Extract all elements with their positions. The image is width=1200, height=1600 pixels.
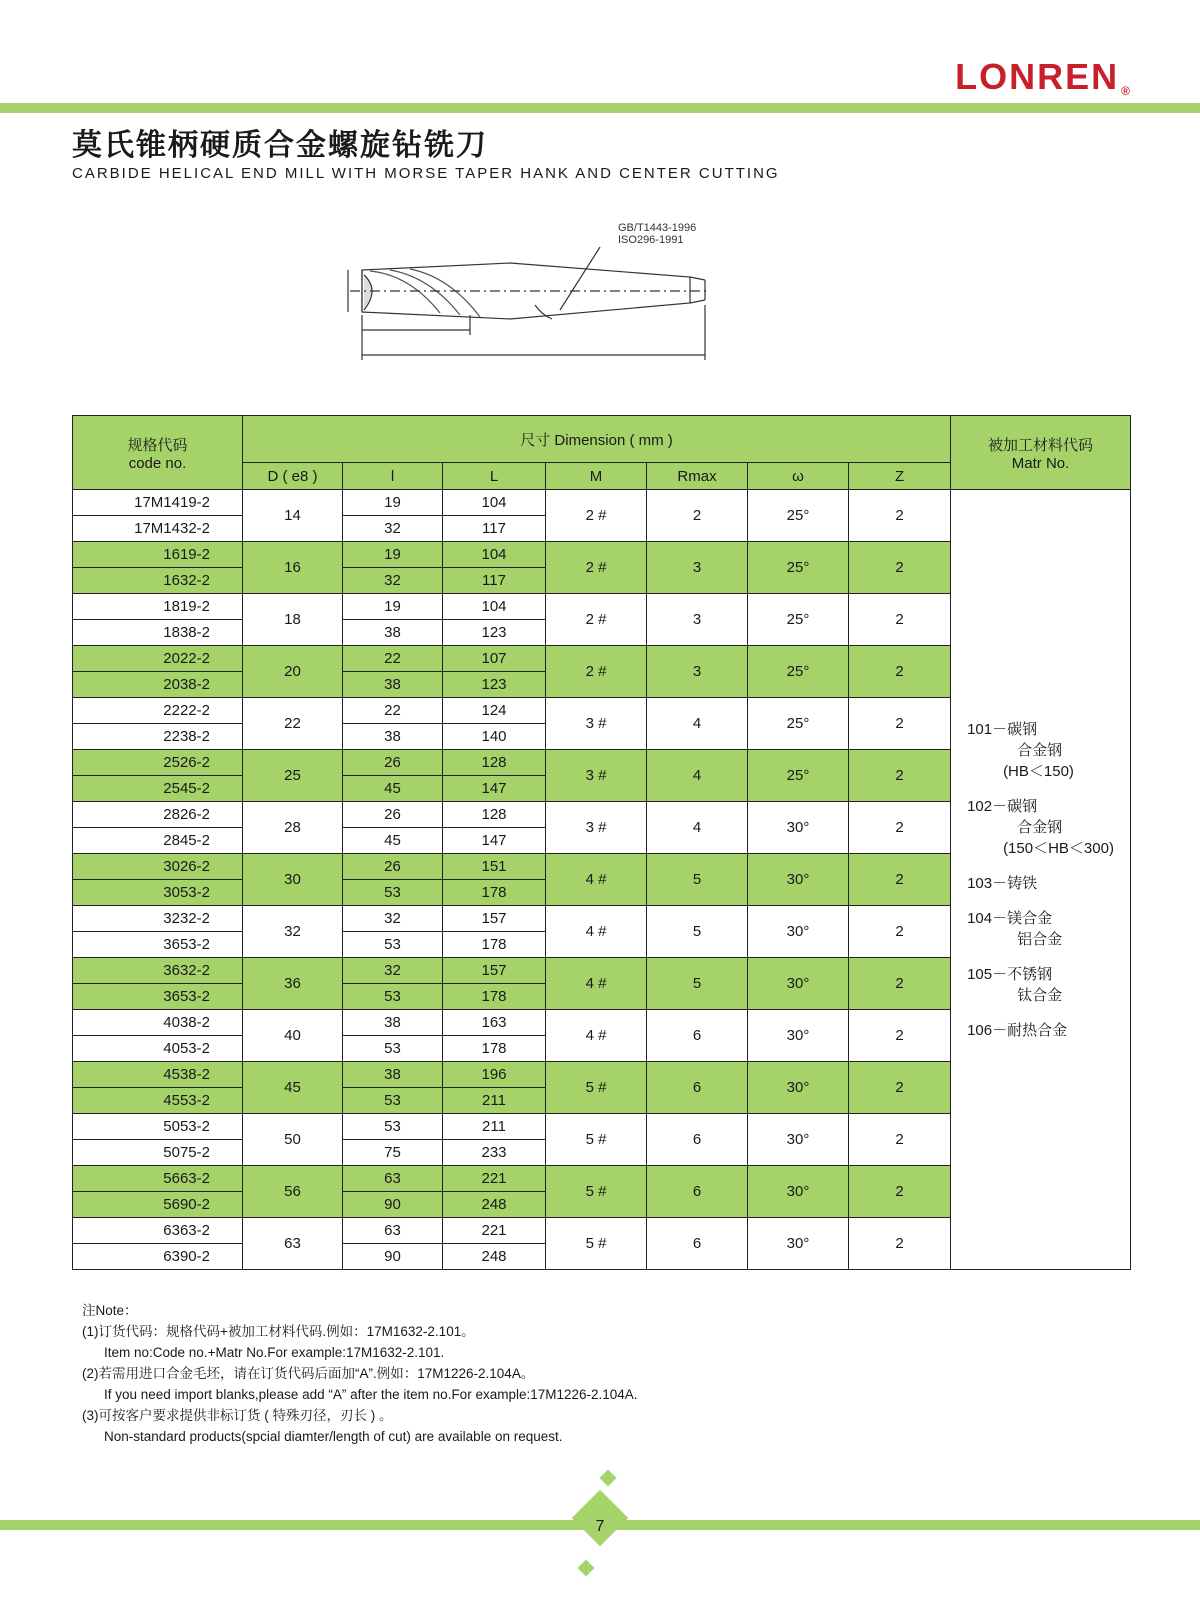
code-cell: 5663-2 [73,1166,243,1192]
note-line: If you need import blanks,please add “A” after the item no.For example:17M1226-2.104A. [104,1387,638,1402]
code-cell: 5690-2 [73,1192,243,1218]
L-cell: 211 [443,1114,546,1140]
omega-cell: 25° [748,594,849,646]
L-cell: 157 [443,906,546,932]
l-cell: 32 [343,958,443,984]
standard-label: GB/T1443-1996 ISO296-1991 [618,222,697,246]
code-cell: 3632-2 [73,958,243,984]
l-cell: 32 [343,906,443,932]
L-cell: 104 [443,594,546,620]
z-cell: 2 [849,906,951,958]
L-cell: 178 [443,984,546,1010]
material-line: 102－碳钢 [967,797,1038,815]
l-cell: 19 [343,542,443,568]
L-cell: 104 [443,542,546,568]
material-item [967,796,1130,859]
omega-cell: 30° [748,1166,849,1218]
note-line: Non-standard products(spcial diamter/length of cut) are available on request. [104,1429,563,1444]
l-cell: 38 [343,672,443,698]
notes-section [82,1300,638,1447]
code-cell: 2222-2 [73,698,243,724]
l-cell: 53 [343,1088,443,1114]
z-cell: 2 [849,542,951,594]
d-cell: 25 [243,750,343,802]
code-cell: 2022-2 [73,646,243,672]
L-cell: 147 [443,828,546,854]
material-item [967,908,1130,950]
omega-cell: 30° [748,854,849,906]
l-cell: 53 [343,880,443,906]
L-cell: 107 [443,646,546,672]
m-cell: 5 # [546,1218,647,1270]
code-cell: 3653-2 [73,932,243,958]
rmax-cell: 6 [647,1010,748,1062]
L-cell: 147 [443,776,546,802]
m-cell: 2 # [546,542,647,594]
d-cell: 36 [243,958,343,1010]
code-cell: 2845-2 [73,828,243,854]
m-cell: 5 # [546,1166,647,1218]
rmax-cell: 4 [647,750,748,802]
code-cell: 4038-2 [73,1010,243,1036]
m-cell: 3 # [546,802,647,854]
material-item [967,1020,1130,1041]
l-cell: 22 [343,646,443,672]
col-header-L: L [443,463,546,490]
rmax-cell: 5 [647,958,748,1010]
material-line: 106－耐热合金 [967,1021,1068,1039]
z-cell: 2 [849,802,951,854]
rmax-cell: 6 [647,1114,748,1166]
d-cell: 20 [243,646,343,698]
L-cell: 128 [443,750,546,776]
code-cell: 2238-2 [73,724,243,750]
code-cell: 3232-2 [73,906,243,932]
note-line: Item no:Code no.+Matr No.For example:17M1632-2.101. [104,1345,445,1360]
material-line: 合金钢 [1017,741,1063,759]
rmax-cell: 4 [647,802,748,854]
decor-diamond [578,1560,595,1577]
l-cell: 38 [343,620,443,646]
code-cell: 2826-2 [73,802,243,828]
L-cell: 211 [443,1088,546,1114]
L-cell: 196 [443,1062,546,1088]
L-cell: 140 [443,724,546,750]
material-line: 105－不锈钢 [967,965,1053,983]
material-line: 104－镁合金 [967,909,1053,927]
L-cell: 104 [443,490,546,516]
code-cell: 3026-2 [73,854,243,880]
m-cell: 3 # [546,698,647,750]
material-line: 101－碳钢 [967,720,1038,738]
rmax-cell: 2 [647,490,748,542]
l-cell: 26 [343,802,443,828]
omega-cell: 25° [748,542,849,594]
l-cell: 38 [343,1062,443,1088]
omega-cell: 30° [748,906,849,958]
notes-heading: 注Note： [82,1303,138,1318]
m-cell: 2 # [546,490,647,542]
col-header-d: D ( e8 ) [243,463,343,490]
col-header-l: l [343,463,443,490]
l-cell: 32 [343,568,443,594]
d-cell: 16 [243,542,343,594]
code-cell: 2545-2 [73,776,243,802]
L-cell: 117 [443,516,546,542]
L-cell: 178 [443,880,546,906]
l-cell: 75 [343,1140,443,1166]
material-line: 103－铸铁 [967,874,1038,892]
page-title: 莫氏锥柄硬质合金螺旋钻铣刀 [72,128,488,163]
l-cell: 38 [343,724,443,750]
l-cell: 53 [343,1036,443,1062]
rmax-cell: 4 [647,698,748,750]
l-cell: 19 [343,490,443,516]
code-cell: 4538-2 [73,1062,243,1088]
code-cell: 5075-2 [73,1140,243,1166]
code-cell: 3653-2 [73,984,243,1010]
L-cell: 124 [443,698,546,724]
code-header: 规格代码 code no. [73,416,243,490]
material-codes-cell [951,490,1131,1270]
omega-cell: 30° [748,802,849,854]
rmax-cell: 5 [647,906,748,958]
m-cell: 2 # [546,594,647,646]
L-cell: 221 [443,1218,546,1244]
material-line: 合金钢 [1017,818,1063,836]
material-line: (150＜HB＜300) [1003,839,1114,857]
material-item [967,873,1130,894]
code-cell: 1632-2 [73,568,243,594]
rmax-cell: 6 [647,1166,748,1218]
page-number: 7 [595,1518,605,1535]
z-cell: 2 [849,1114,951,1166]
note-line: (3)可按客户要求提供非标订货 ( 特殊刃径，刃长 ) 。 [82,1408,393,1423]
d-cell: 45 [243,1062,343,1114]
l-cell: 22 [343,698,443,724]
code-cell: 2526-2 [73,750,243,776]
L-cell: 221 [443,1166,546,1192]
table-row [73,490,1131,516]
rmax-cell: 3 [647,646,748,698]
z-cell: 2 [849,750,951,802]
l-cell: 26 [343,854,443,880]
L-cell: 128 [443,802,546,828]
d-cell: 32 [243,906,343,958]
col-header-rmax: Rmax [647,463,748,490]
col-header-omega: ω [748,463,849,490]
d-cell: 50 [243,1114,343,1166]
col-header-z: Z [849,463,951,490]
m-cell: 3 # [546,750,647,802]
brand-logo: LONREN ® [955,56,1132,98]
l-cell: 19 [343,594,443,620]
z-cell: 2 [849,1010,951,1062]
z-cell: 2 [849,958,951,1010]
omega-cell: 30° [748,1062,849,1114]
l-cell: 90 [343,1192,443,1218]
l-cell: 26 [343,750,443,776]
omega-cell: 30° [748,958,849,1010]
d-cell: 28 [243,802,343,854]
rmax-cell: 3 [647,594,748,646]
d-cell: 30 [243,854,343,906]
code-cell: 6363-2 [73,1218,243,1244]
L-cell: 178 [443,1036,546,1062]
rmax-cell: 3 [647,542,748,594]
code-cell: 5053-2 [73,1114,243,1140]
m-cell: 4 # [546,1010,647,1062]
l-cell: 63 [343,1166,443,1192]
d-cell: 63 [243,1218,343,1270]
omega-cell: 25° [748,490,849,542]
note-line: (1)订货代码：规格代码+被加工材料代码.例如：17M1632-2.101。 [82,1324,475,1339]
code-cell: 1619-2 [73,542,243,568]
d-cell: 18 [243,594,343,646]
code-cell: 1838-2 [73,620,243,646]
material-line: 铝合金 [1017,930,1063,948]
rmax-cell: 6 [647,1218,748,1270]
d-cell: 40 [243,1010,343,1062]
code-cell: 4053-2 [73,1036,243,1062]
l-cell: 53 [343,984,443,1010]
decor-diamond [600,1470,617,1487]
z-cell: 2 [849,1218,951,1270]
rmax-cell: 5 [647,854,748,906]
l-cell: 53 [343,1114,443,1140]
z-cell: 2 [849,594,951,646]
m-cell: 2 # [546,646,647,698]
code-cell: 4553-2 [73,1088,243,1114]
L-cell: 178 [443,932,546,958]
L-cell: 248 [443,1244,546,1270]
z-cell: 2 [849,1062,951,1114]
L-cell: 157 [443,958,546,984]
m-cell: 5 # [546,1062,647,1114]
L-cell: 233 [443,1140,546,1166]
material-item [967,964,1130,1006]
z-cell: 2 [849,490,951,542]
L-cell: 248 [443,1192,546,1218]
z-cell: 2 [849,698,951,750]
L-cell: 151 [443,854,546,880]
m-cell: 4 # [546,906,647,958]
material-line: 钛合金 [1017,986,1063,1004]
z-cell: 2 [849,1166,951,1218]
page-subtitle: CARBIDE HELICAL END MILL WITH MORSE TAPER HANK AND CENTER CUTTING [72,165,780,182]
top-green-bar [0,103,1200,113]
omega-cell: 30° [748,1218,849,1270]
l-cell: 32 [343,516,443,542]
omega-cell: 25° [748,698,849,750]
omega-cell: 25° [748,646,849,698]
m-cell: 5 # [546,1114,647,1166]
L-cell: 123 [443,672,546,698]
omega-cell: 30° [748,1010,849,1062]
material-item [967,719,1130,782]
d-cell: 22 [243,698,343,750]
l-cell: 53 [343,932,443,958]
rmax-cell: 6 [647,1062,748,1114]
d-cell: 56 [243,1166,343,1218]
material-line: (HB＜150) [1003,762,1074,780]
code-cell: 1819-2 [73,594,243,620]
code-cell: 17M1419-2 [73,490,243,516]
spec-table [72,415,1131,1270]
code-cell: 17M1432-2 [73,516,243,542]
dimension-header: 尺寸 Dimension ( mm ) [243,416,951,463]
omega-cell: 25° [748,750,849,802]
l-cell: 45 [343,776,443,802]
col-header-m: M [546,463,647,490]
note-line: (2)若需用进口合金毛坯，请在订货代码后面加“A”.例如：17M1226-2.104A。 [82,1366,535,1381]
code-cell: 3053-2 [73,880,243,906]
omega-cell: 30° [748,1114,849,1166]
matr-header: 被加工材料代码 Matr No. [951,416,1131,490]
z-cell: 2 [849,854,951,906]
m-cell: 4 # [546,958,647,1010]
L-cell: 117 [443,568,546,594]
code-cell: 6390-2 [73,1244,243,1270]
l-cell: 63 [343,1218,443,1244]
d-cell: 14 [243,490,343,542]
L-cell: 163 [443,1010,546,1036]
L-cell: 123 [443,620,546,646]
l-cell: 38 [343,1010,443,1036]
code-cell: 2038-2 [73,672,243,698]
m-cell: 4 # [546,854,647,906]
l-cell: 90 [343,1244,443,1270]
l-cell: 45 [343,828,443,854]
z-cell: 2 [849,646,951,698]
